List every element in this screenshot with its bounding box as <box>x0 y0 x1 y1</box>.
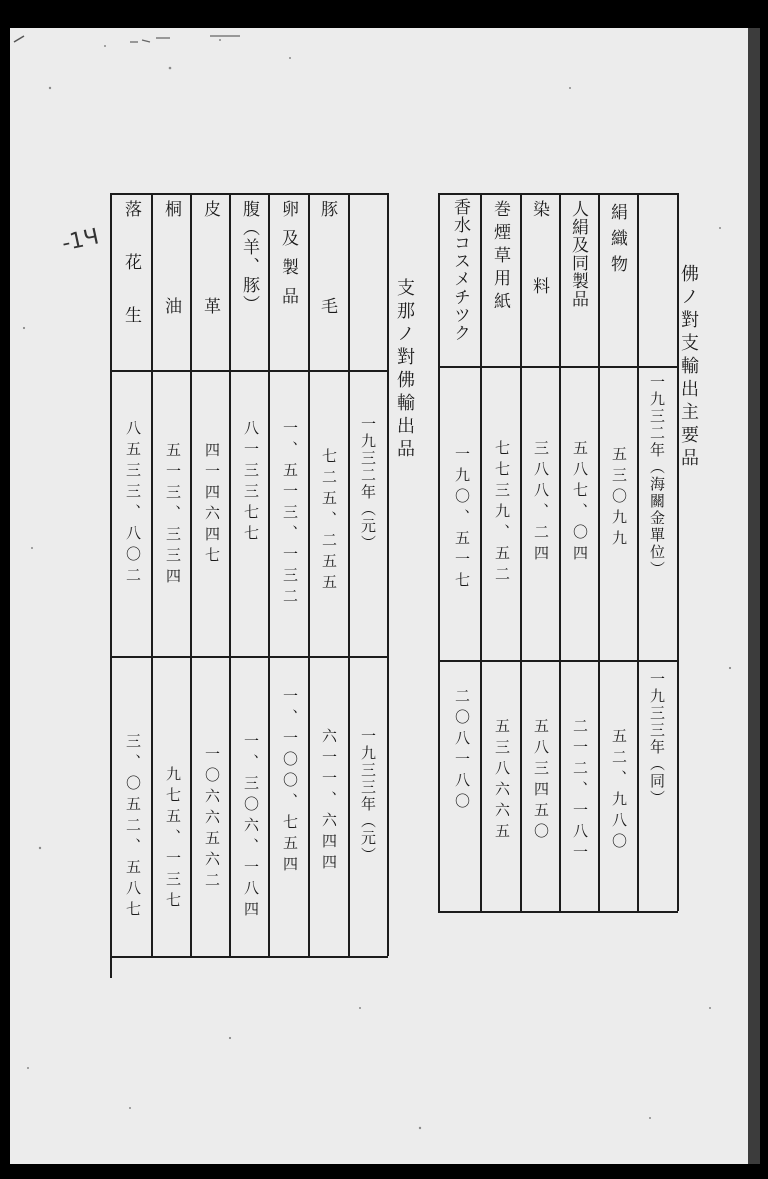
table1-cell-1932: 一九〇、五一七 <box>453 446 471 593</box>
table2-cell-1932: 五一三、三三四 <box>164 442 182 589</box>
table2-cell-1933: 一、三〇六、一八四 <box>242 733 260 922</box>
table1-title: 佛ノ對支輸出主要品 <box>678 264 699 471</box>
table2-col-rule <box>229 193 231 956</box>
table2-row-label: 卵及製品 <box>278 200 298 316</box>
table2-col-rule <box>190 193 192 956</box>
table2-col-rule <box>268 193 270 956</box>
table1-row-label: 香水コスメチツク <box>450 198 470 342</box>
table2-row-label: 皮革 <box>200 200 220 394</box>
table2-row-label: 腹（羊、豚） <box>239 200 259 314</box>
table1-cell-1933: 二〇八一八〇 <box>453 688 471 814</box>
table2-right-border <box>387 193 389 956</box>
table1-row-label: 染料 <box>529 200 549 354</box>
table2-cell-1933: 一、一〇〇、七五四 <box>281 688 299 877</box>
table2-cell-1933: 三、〇五二、五八七 <box>124 733 142 922</box>
table1-cell-1932: 五八七、〇四 <box>571 440 589 566</box>
table2-bottom-rule <box>110 956 388 958</box>
table1-header-rule <box>438 366 678 368</box>
table1-right-border <box>677 193 679 911</box>
table2-col-rule <box>308 193 310 956</box>
table2-col-1933-header: 一九三三年（元） <box>359 728 377 864</box>
table1-col-rule <box>637 193 639 911</box>
table1-cell-1932: 三八八、二四 <box>532 440 550 566</box>
table1-bottom-rule <box>438 911 678 913</box>
table2-cell-1932: 一、五一三、一三二 <box>281 420 299 609</box>
table1-top-rule <box>438 193 678 195</box>
table1-col-1933-header: 一九三三年（同） <box>648 671 666 807</box>
table1-cell-1933: 二一二、一八一 <box>571 718 589 865</box>
table1-col-rule <box>520 193 522 911</box>
table1-left-border <box>438 193 440 911</box>
table2-cell-1932: 四一四六四七 <box>203 442 221 568</box>
table2-cell-1932: 七二五、二五五 <box>320 448 338 595</box>
table1-col-rule <box>480 193 482 911</box>
table2-col-rule <box>348 193 350 956</box>
table1-row-label: 人絹及同製品 <box>568 200 588 308</box>
handwritten-page-note: -1Ч <box>59 224 102 257</box>
table1-row-label: 巻煙草用紙 <box>490 200 510 315</box>
table1-cell-1932: 五三〇九九 <box>610 446 628 551</box>
table2-cell-1932: 八一三三七七 <box>242 420 260 546</box>
table2-title: 支那ノ對佛輸出品 <box>394 278 415 462</box>
document-page <box>10 28 748 1164</box>
book-spine-edge <box>748 28 760 1164</box>
table2-cell-1933: 六一一、六四四 <box>320 728 338 875</box>
table1-mid-rule <box>438 660 678 662</box>
table1-cell-1933: 五八三四五〇 <box>532 718 550 844</box>
table2-cell-1932: 八五三三、八〇二 <box>124 420 142 588</box>
table1-col-rule <box>598 193 600 911</box>
table2-cell-1933: 一〇六六五六二 <box>203 746 221 893</box>
table2-row-label: 落花生 <box>121 200 141 359</box>
table2-cell-1933: 九七五、一三七 <box>164 766 182 913</box>
table1-cell-1932: 七七三九、五二 <box>493 440 511 587</box>
table1-row-label: 絹織物 <box>607 203 627 281</box>
table2-left-border <box>110 193 112 978</box>
table2-row-label: 桐油 <box>161 200 181 394</box>
table1-col-rule <box>559 193 561 911</box>
table1-cell-1933: 五三八六六五 <box>493 718 511 844</box>
table2-col-rule <box>151 193 153 956</box>
table2-col-1932-header: 一九三二年（元） <box>359 416 377 552</box>
table2-row-label: 豚毛 <box>317 200 337 394</box>
table1-col-1932-header: 一九三二年（海關金單位） <box>648 374 666 578</box>
table1-cell-1933: 五二、九八〇 <box>610 728 628 854</box>
